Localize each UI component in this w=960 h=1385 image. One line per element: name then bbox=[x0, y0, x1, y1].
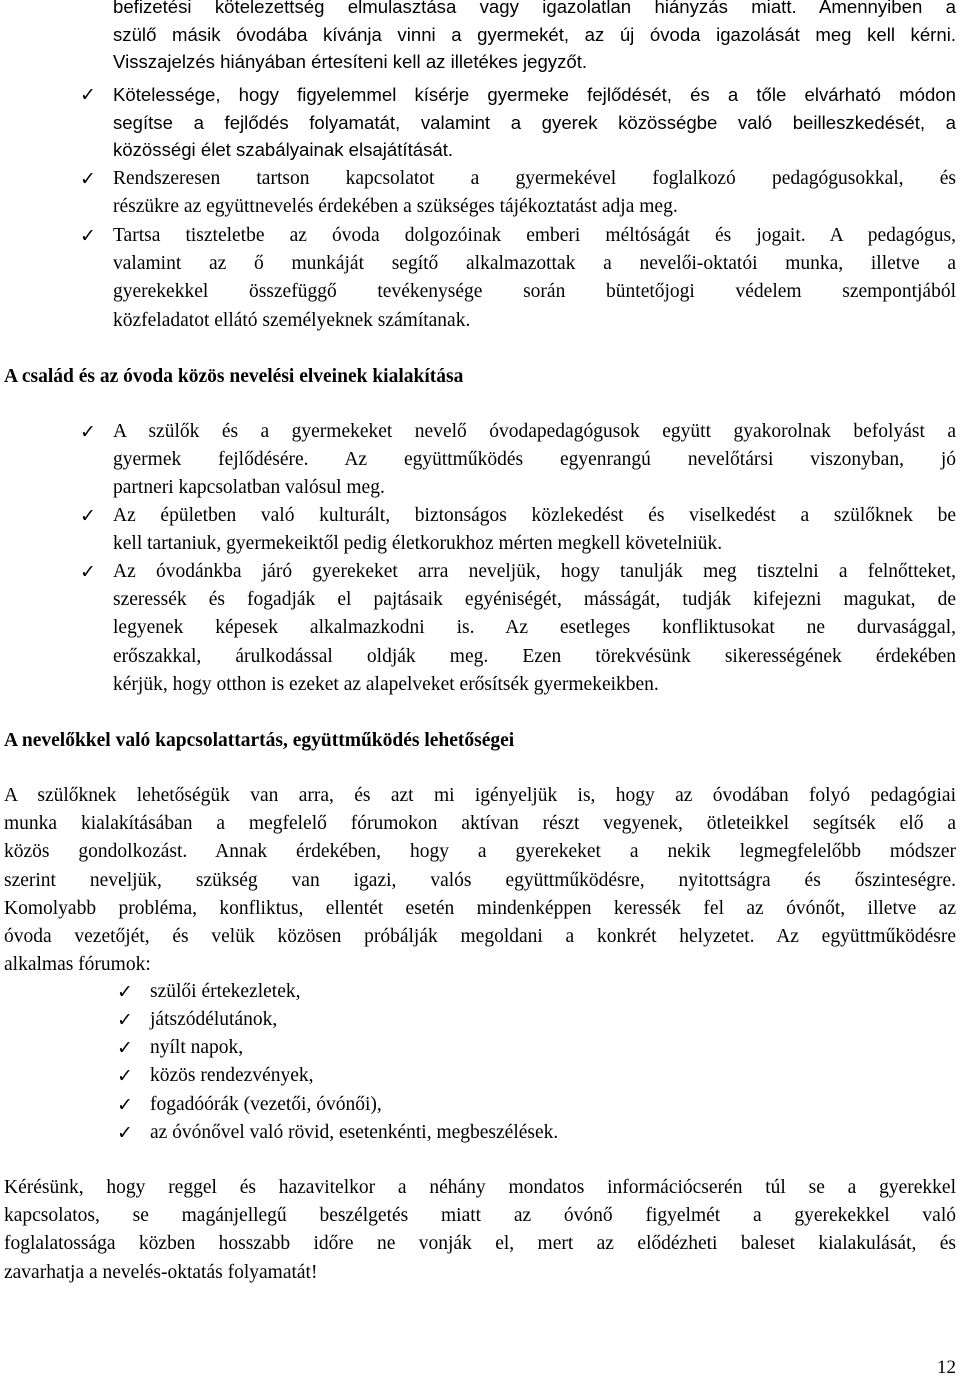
check-mark-icon: ✓ bbox=[117, 1094, 133, 1116]
text-line: befizetési kötelezettség elmulasztása vagy igazolatlan hiányzás miatt. Amennyiben a bbox=[113, 0, 956, 17]
list-item bbox=[0, 1091, 960, 1119]
text-line: gyermek fejlődésére. Az együttműködés egyenrangú nevelőtársi viszonyban, jó bbox=[113, 449, 956, 471]
check-mark-icon: ✓ bbox=[80, 421, 96, 443]
list-item bbox=[0, 978, 960, 1006]
text-line: szerint neveljük, szükség van igazi, valós együttműködésre, nyitottságra és őszinteségre. bbox=[4, 869, 956, 891]
text-line: Az épületben való kulturált, biztonságos közlekedést és viselkedést a szülőknek be bbox=[113, 505, 956, 526]
section-heading: A nevelőkkel való kapcsolattartás, együttműködés lehetőségei bbox=[4, 730, 515, 751]
text-line: játszódélutánok, bbox=[150, 1009, 278, 1030]
text-line: nyílt napok, bbox=[150, 1037, 244, 1058]
text-line: Kötelessége, hogy figyelemmel kísérje gyermeke fejlődését, és a tőle elvárható módon bbox=[113, 84, 956, 105]
text-line: segítse a fejlődés folyamatát, valamint a gyerek közösségbe való beilleszkedését, a bbox=[113, 111, 956, 133]
closing-paragraph bbox=[0, 1174, 960, 1287]
section-heading: A család és az óvoda közös nevelési elveinek kialakítása bbox=[4, 366, 464, 387]
list-item bbox=[0, 1034, 960, 1062]
text-line: közösségi élet szabályainak elsajátítását. bbox=[113, 139, 454, 161]
text-line: A szülőknek lehetőségük van arra, és azt mi igényeljük is, hogy az óvodában folyó pedagógiai bbox=[4, 785, 956, 806]
list-item bbox=[0, 418, 960, 503]
text-line: kell tartaniuk, gyermekeiktől pedig életkorukhoz mérten megkell követelniük. bbox=[113, 533, 723, 555]
body-paragraph bbox=[0, 782, 960, 979]
text-line: munka kialakításában a megfelelő fórumokon aktívan részt vegyenek, ötleteikkel segítsék elő a bbox=[4, 813, 956, 835]
text-line: foglalatossága közben hosszabb időre ne vonják el, mert az elődézheti baleset kialakulását, és bbox=[4, 1233, 956, 1255]
text-line: legyenek képesek alkalmazkodni is. Az esetleges konfliktusokat ne durvasággal, bbox=[113, 617, 956, 639]
list-item bbox=[0, 1006, 960, 1034]
page-number: 12 bbox=[937, 1357, 956, 1378]
text-line: valamint az ő munkáját segítő alkalmazottak a nevelői-oktatói munka, illetve a bbox=[113, 253, 956, 275]
text-line: gyerekekkel összefüggő tevékenysége során büntetőjogi védelem szempontjából bbox=[113, 281, 956, 303]
text-line: A szülők és a gyermekeket nevelő óvodapedagógusok együtt gyakorolnak befolyást a bbox=[113, 421, 956, 442]
check-mark-icon: ✓ bbox=[80, 168, 96, 190]
list-item bbox=[0, 558, 960, 699]
check-mark-icon: ✓ bbox=[80, 84, 96, 106]
text-line: Kérésünk, hogy reggel és hazavitelkor a néhány mondatos információcserén túl se a gyerekkel bbox=[4, 1177, 956, 1198]
list-item bbox=[0, 165, 960, 221]
check-mark-icon: ✓ bbox=[80, 505, 96, 527]
list-item bbox=[0, 1119, 960, 1147]
check-mark-icon: ✓ bbox=[80, 561, 96, 583]
check-mark-icon: ✓ bbox=[117, 1065, 133, 1087]
text-line: fogadóórák (vezetői, óvónői), bbox=[150, 1094, 382, 1115]
list-item bbox=[0, 81, 960, 164]
text-line: Az óvodánkba járó gyerekeket arra neveljük, hogy tanulják meg tisztelni a felnőtteket, bbox=[113, 561, 956, 582]
list-item bbox=[0, 502, 960, 558]
list-item bbox=[0, 222, 960, 335]
text-line: kapcsolatos, se magánjellegű beszélgetés miatt az óvónő figyelmét a gyerekekkel való bbox=[4, 1205, 956, 1227]
check-mark-icon: ✓ bbox=[117, 981, 133, 1003]
intro-paragraph bbox=[0, 0, 960, 76]
text-line: Visszajelzés hiányában értesíteni kell az illetékes jegyzőt. bbox=[113, 51, 588, 73]
text-line: zavarhatja a nevelés-oktatás folyamatát! bbox=[4, 1261, 318, 1283]
text-line: óvoda vezetőjét, és velük közösen próbálják megoldani a konkrét helyzetet. Az együttműködésre bbox=[4, 925, 956, 947]
text-line: közös rendezvények, bbox=[150, 1065, 314, 1086]
text-line: szeressék és fogadják el pajtásaik egyéniségét, másságát, tudják kifejezni magukat, de bbox=[113, 589, 956, 611]
text-line: az óvónővel való rövid, esetenkénti, megbeszélések. bbox=[150, 1122, 559, 1143]
list-item bbox=[0, 1062, 960, 1090]
text-line: Tartsa tiszteletbe az óvoda dolgozóinak emberi méltóságát és jogait. A pedagógus, bbox=[113, 225, 956, 246]
check-mark-icon: ✓ bbox=[80, 225, 96, 247]
text-line: erőszakkal, árulkodással oldják meg. Ezen törekvésünk sikerességének érdekében bbox=[113, 645, 956, 667]
text-line: részükre az együttnevelés érdekében a szükséges tájékoztatást adja meg. bbox=[113, 196, 678, 218]
text-line: szülő másik óvodába kívánja vinni a gyermekét, az új óvoda igazolását meg kell kérni. bbox=[113, 23, 956, 45]
check-mark-icon: ✓ bbox=[117, 1009, 133, 1031]
text-line: partneri kapcsolatban valósul meg. bbox=[113, 477, 385, 499]
text-line: kérjük, hogy otthon is ezeket az alapelveket erősítsék gyermekeikben. bbox=[113, 673, 659, 695]
check-mark-icon: ✓ bbox=[117, 1037, 133, 1059]
check-mark-icon: ✓ bbox=[117, 1122, 133, 1144]
text-line: közös gondolkozást. Annak érdekében, hogy a gyerekeket a nekik legmegfelelőbb módszer bbox=[4, 841, 956, 863]
text-line: Rendszeresen tartson kapcsolatot a gyermekével foglalkozó pedagógusokkal, és bbox=[113, 168, 956, 189]
text-line: alkalmas fórumok: bbox=[4, 954, 151, 976]
text-line: szülői értekezletek, bbox=[150, 981, 301, 1002]
text-line: közfeladatot ellátó személyeknek számítanak. bbox=[113, 309, 471, 331]
text-line: Komolyabb probléma, konfliktus, ellentét esetén mindenképpen keressék fel az óvónőt, illetve az bbox=[4, 897, 956, 919]
